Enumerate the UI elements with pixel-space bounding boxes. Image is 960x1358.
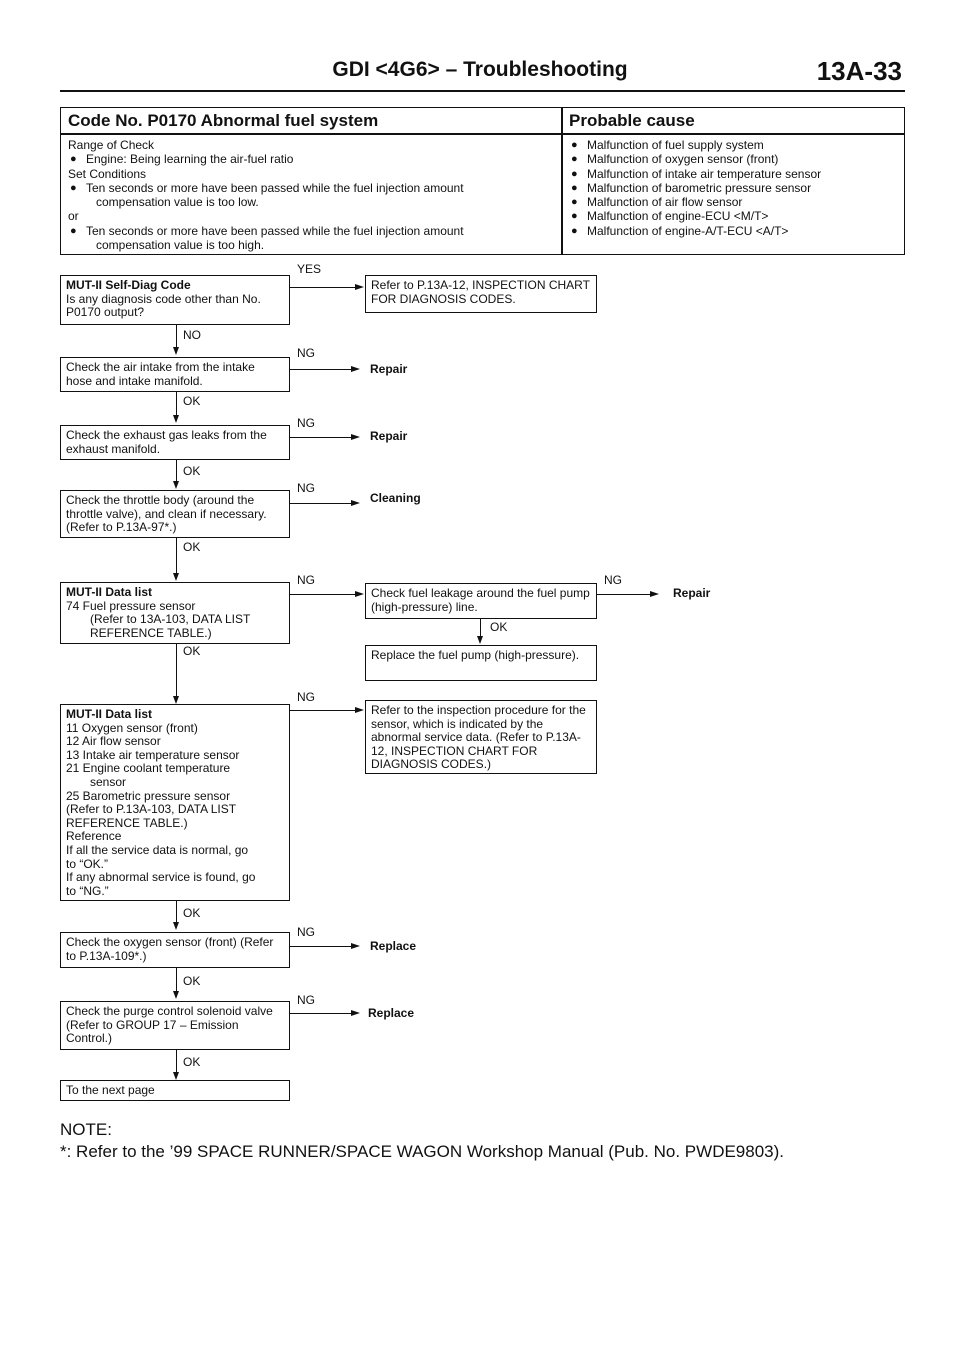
arrow-line bbox=[176, 392, 177, 415]
arrow-head bbox=[173, 347, 179, 355]
arrow-head bbox=[355, 591, 364, 597]
ok-label: OK bbox=[490, 620, 508, 634]
cause-item: ● Malfunction of oxygen sensor (front) bbox=[571, 152, 779, 167]
cause-item: ● Malfunction of fuel supply system bbox=[571, 138, 764, 152]
result-repair: Repair bbox=[370, 429, 408, 443]
list-item: to “OK.” bbox=[66, 856, 109, 871]
page-title: GDI <4G6> – Troubleshooting bbox=[332, 58, 628, 81]
ok-label: OK bbox=[183, 464, 201, 478]
cause-item: ● Malfunction of intake air temperature sensor bbox=[571, 166, 822, 181]
ok-label: OK bbox=[183, 1055, 201, 1069]
list-item: Reference bbox=[66, 829, 122, 844]
result-diagnosis-chart-box bbox=[365, 275, 597, 313]
code-heading: Code No. P0170 Abnormal fuel system bbox=[68, 111, 379, 130]
page-number: 13A-33 bbox=[816, 56, 902, 86]
cause-item: ● Malfunction of barometric pressure sensor bbox=[571, 180, 812, 195]
arrow-head bbox=[351, 1010, 360, 1016]
result-repair: Repair bbox=[673, 586, 711, 600]
step-replace-fuel-pump-box bbox=[365, 645, 597, 681]
arrow-line bbox=[290, 287, 356, 288]
result-text: Refer to the inspection procedure for the sensor, which is indicated by the abnormal service data. (Refer to P.13A-12, INSPECTION CHART FOR DIAGNOSIS CODES.) bbox=[371, 703, 586, 772]
list-item-continued: compensation value is too low. bbox=[96, 195, 259, 210]
arrow-line bbox=[290, 503, 352, 504]
list-item: If any abnormal service is found, go bbox=[66, 870, 256, 885]
step-text: 74 Fuel pressure sensor bbox=[66, 598, 196, 613]
step-self-diag-box bbox=[60, 275, 290, 325]
list-item: sensor bbox=[90, 774, 127, 789]
arrow-head bbox=[173, 991, 179, 999]
step-text: Is any diagnosis code other than No. P0170 output? bbox=[66, 291, 261, 320]
step-text: Check the exhaust gas leaks from the exhaust manifold. bbox=[66, 428, 267, 456]
step-oxygen-sensor-box bbox=[60, 932, 290, 968]
list-item: If all the service data is normal, go bbox=[66, 842, 249, 857]
list-item: 25 Barometric pressure sensor bbox=[66, 788, 231, 803]
ok-label: OK bbox=[183, 394, 201, 408]
step-purge-control-box bbox=[60, 1001, 290, 1050]
ng-label: NG bbox=[297, 416, 315, 430]
step-text: Replace the fuel pump (high-pressure). bbox=[371, 648, 580, 662]
arrow-head bbox=[173, 696, 179, 704]
arrow-line bbox=[176, 901, 177, 922]
list-item: ● Ten seconds or more have been passed while the fuel injection amount bbox=[70, 223, 464, 238]
arrow-line bbox=[290, 946, 352, 947]
next-page-box bbox=[60, 1080, 290, 1101]
table-divider-horizontal bbox=[61, 133, 904, 135]
list-item: REFERENCE TABLE.) bbox=[66, 815, 188, 830]
code-table bbox=[60, 107, 905, 255]
arrow-head bbox=[173, 415, 179, 423]
step-throttle-body-box bbox=[60, 490, 290, 538]
arrow-line bbox=[290, 437, 352, 438]
step-sensor-data-list-box bbox=[60, 704, 290, 901]
result-inspection-procedure-box bbox=[365, 700, 597, 774]
no-label: NO bbox=[183, 328, 201, 342]
step-title: MUT-II Data list bbox=[66, 707, 153, 721]
list-item: 11 Oxygen sensor (front) bbox=[66, 720, 198, 735]
ok-label: OK bbox=[183, 644, 201, 658]
arrow-head bbox=[355, 707, 364, 713]
ng-label: NG bbox=[297, 573, 315, 587]
arrow-line bbox=[176, 968, 177, 991]
cause-item: ● Malfunction of engine-ECU <M/T> bbox=[571, 209, 769, 224]
arrow-line bbox=[176, 325, 177, 347]
ng-label: NG bbox=[604, 573, 622, 587]
arrow-line bbox=[597, 594, 651, 595]
arrow-head bbox=[173, 481, 179, 489]
note-label: NOTE: bbox=[60, 1120, 112, 1139]
arrow-line bbox=[290, 710, 356, 711]
list-item-continued: compensation value is too high. bbox=[96, 238, 265, 253]
yes-label: YES bbox=[297, 262, 322, 276]
arrow-head bbox=[351, 943, 360, 949]
arrow-head bbox=[650, 591, 659, 597]
step-title: MUT-II Data list bbox=[66, 585, 153, 599]
step-text: To the next page bbox=[66, 1083, 155, 1097]
probable-cause-list bbox=[569, 138, 899, 238]
arrow-line bbox=[176, 1050, 177, 1072]
ng-label: NG bbox=[297, 993, 315, 1007]
result-replace: Replace bbox=[368, 1006, 415, 1020]
list-item: ● Engine: Being learning the air-fuel ratio bbox=[70, 152, 294, 167]
ng-label: NG bbox=[297, 481, 315, 495]
arrow-line bbox=[176, 460, 177, 481]
step-text: Check fuel leakage around the fuel pump (high-pressure) line. bbox=[371, 586, 590, 614]
cause-item: ● Malfunction of engine-A/T-ECU <A/T> bbox=[571, 223, 789, 238]
ng-label: NG bbox=[297, 925, 315, 939]
result-cleaning: Cleaning bbox=[370, 491, 421, 505]
step-text: Check the air intake from the intake hose and intake manifold. bbox=[66, 360, 255, 388]
step-fuel-pressure-data-box bbox=[60, 582, 290, 644]
list-item: (Refer to P.13A-103, DATA LIST bbox=[66, 802, 237, 817]
arrow-line bbox=[176, 538, 177, 573]
set-conditions-label: Set Conditions bbox=[68, 166, 147, 181]
table-divider-vertical bbox=[561, 108, 563, 254]
ng-label: NG bbox=[297, 346, 315, 360]
ok-label: OK bbox=[183, 540, 201, 554]
arrow-line bbox=[290, 369, 352, 370]
step-text: Check the throttle body (around the throttle valve), and clean if necessary. (Refer to P.13A-97*.) bbox=[66, 493, 267, 535]
header-rule bbox=[60, 90, 905, 92]
list-item: to “NG.” bbox=[66, 883, 109, 898]
step-reference: (Refer to 13A-103, DATA LIST REFERENCE TABLE.) bbox=[90, 612, 251, 640]
or-label: or bbox=[68, 209, 79, 224]
arrow-head bbox=[173, 922, 179, 930]
step-fuel-leakage-box bbox=[365, 583, 597, 619]
arrow-head bbox=[351, 434, 360, 440]
list-item: 12 Air flow sensor bbox=[66, 734, 161, 749]
result-repair: Repair bbox=[370, 362, 408, 376]
step-title: MUT-II Self-Diag Code bbox=[66, 278, 191, 292]
arrow-line bbox=[290, 594, 356, 595]
step-air-intake-box bbox=[60, 357, 290, 392]
list-item: ● Ten seconds or more have been passed while the fuel injection amount bbox=[70, 180, 464, 195]
result-text: Refer to P.13A-12, INSPECTION CHART FOR DIAGNOSIS CODES. bbox=[371, 278, 590, 306]
ok-label: OK bbox=[183, 974, 201, 988]
arrow-line bbox=[290, 1013, 352, 1014]
arrow-head bbox=[173, 573, 179, 581]
range-label: Range of Check bbox=[68, 138, 155, 152]
list-item: 13 Intake air temperature sensor bbox=[66, 747, 240, 762]
check-conditions bbox=[68, 138, 558, 252]
arrow-head bbox=[477, 636, 483, 644]
arrow-head bbox=[351, 366, 360, 372]
arrow-head bbox=[355, 284, 364, 290]
arrow-head bbox=[351, 500, 360, 506]
ok-label: OK bbox=[183, 906, 201, 920]
step-exhaust-leak-box bbox=[60, 425, 290, 460]
arrow-head bbox=[173, 1072, 179, 1080]
probable-cause-heading: Probable cause bbox=[569, 111, 695, 130]
arrow-line bbox=[176, 644, 177, 696]
list-item: 21 Engine coolant temperature bbox=[66, 761, 231, 776]
ng-label: NG bbox=[297, 690, 315, 704]
step-text: Check the purge control solenoid valve (Refer to GROUP 17 – Emission Control.) bbox=[66, 1004, 273, 1046]
result-replace: Replace bbox=[370, 939, 417, 953]
arrow-line bbox=[480, 619, 481, 636]
cause-item: ● Malfunction of air flow sensor bbox=[571, 195, 743, 210]
step-text: Check the oxygen sensor (front) (Refer to P.13A-109*.) bbox=[66, 935, 274, 963]
note-text: *: Refer to the ’99 SPACE RUNNER/SPACE WAGON Workshop Manual (Pub. No. PWDE9803). bbox=[60, 1142, 785, 1161]
